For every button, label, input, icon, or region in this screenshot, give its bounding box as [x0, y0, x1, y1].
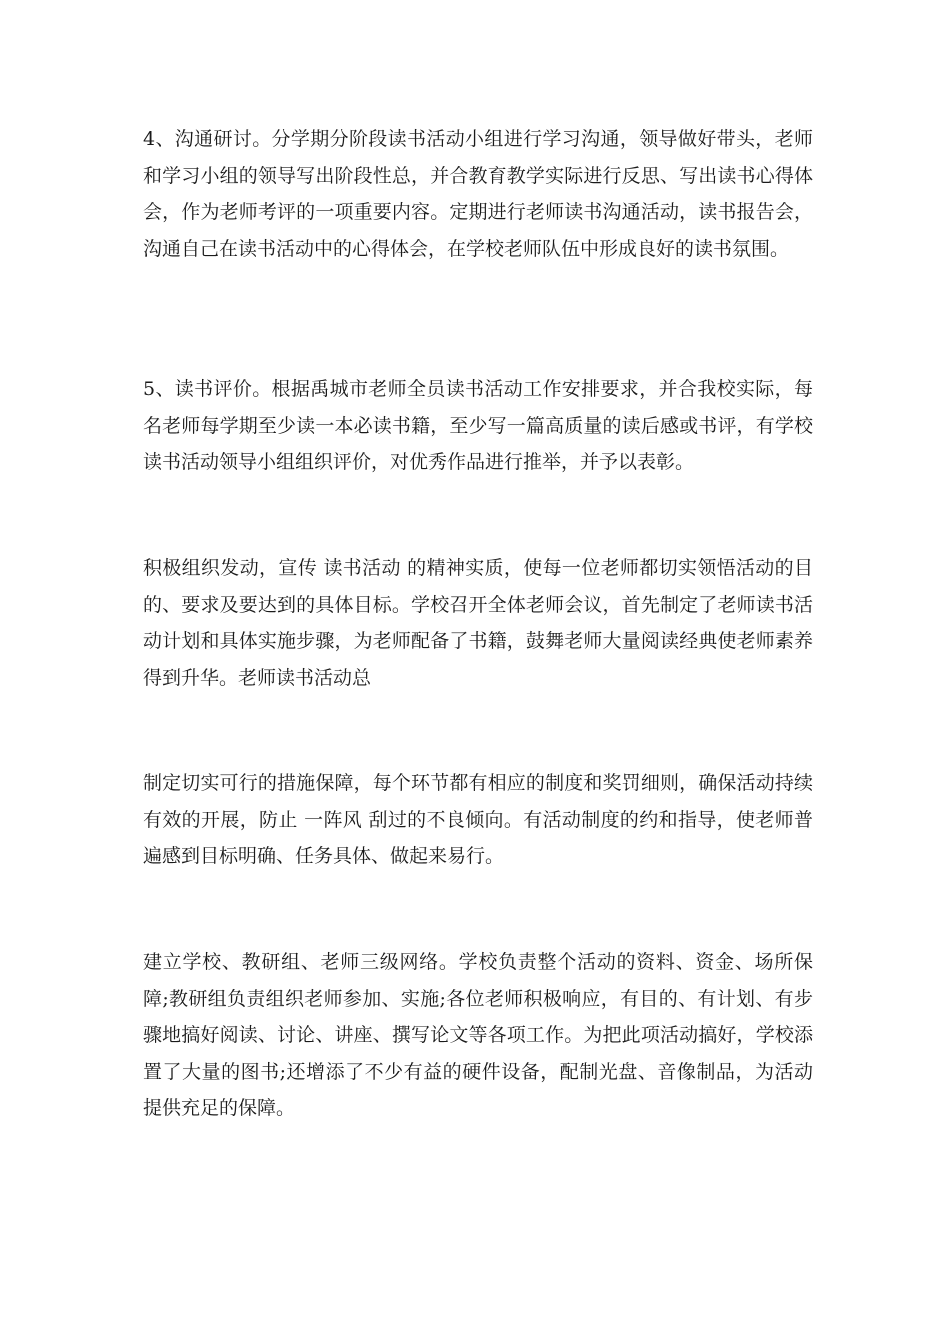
paragraph-measures-guarantee: 制定切实可行的措施保障，每个环节都有相应的制度和奖罚细则，确保活动持续有效的开展，防止 一阵风 刮过的不良倾向。有活动制度的约和指导，使老师普遍感到目标明确、任务具体、做起来易行。 — [143, 772, 813, 867]
paragraph-communication-discussion: 4、沟通研讨。分学期分阶段读书活动小组进行学习沟通，领导做好带头，老师和学习小组的领导写出阶段性总，并合教育教学实际进行反思、写出读书心得体会，作为老师考评的一项重要内容。定期进行老师读书沟通活动，读书报告会，沟通自己在读书活动中的心得体会，在学校老师队伍中形成良好的读书氛围。 — [143, 128, 813, 260]
paragraph-reading-evaluation: 5、读书评价。根据禹城市老师全员读书活动工作安排要求，并合我校实际，每名老师每学期至少读一本必读书籍，至少写一篇高质量的读后感或书评，有学校读书活动领导小组组织评价，对优秀作品进行推举，并予以表彰。 — [143, 378, 813, 473]
paragraph-organize-mobilize: 积极组织发动，宣传 读书活动 的精神实质，使每一位老师都切实领悟活动的目的、要求及要达到的具体目标。学校召开全体老师会议，首先制定了老师读书活动计划和具体实施步骤，为老师配备了书籍，鼓舞老师大量阅读经典使老师素养得到升华。老师读书活动总 — [143, 557, 813, 689]
paragraph-three-level-network: 建立学校、教研组、老师三级网络。学校负责整个活动的资料、资金、场所保障;教研组负责组织老师参加、实施;各位老师积极响应，有目的、有计划、有步骤地搞好阅读、讨论、讲座、撰写论文等各项工作。为把此项活动搞好，学校添置了大量的图书;还增添了不少有益的硬件设备，配制光盘、音像制品，为活动提供充足的保障。 — [143, 951, 813, 1119]
